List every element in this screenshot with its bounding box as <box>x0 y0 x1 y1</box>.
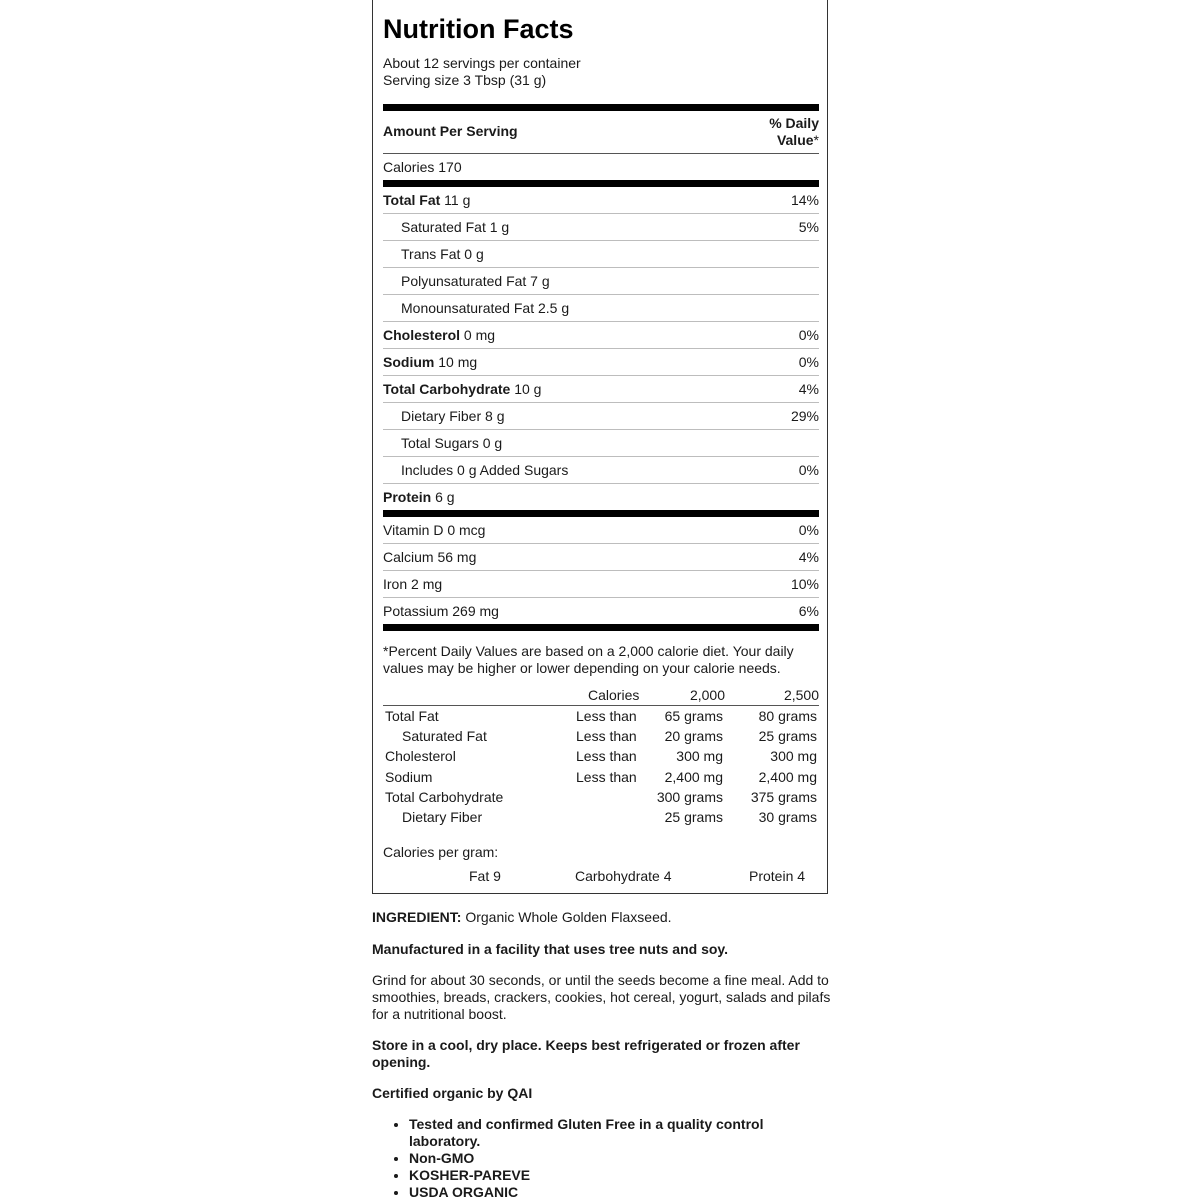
dv-row-qualifier: Less than <box>576 748 637 764</box>
dv-row-value-2000: 300 mg <box>676 748 723 764</box>
dv-row-qualifier: Less than <box>576 769 637 785</box>
ingredient-label: INGREDIENT: <box>372 909 462 925</box>
nutrient-row <box>383 403 819 429</box>
dv-row-value-2500: 300 mg <box>770 748 817 764</box>
vitamin-row <box>383 598 819 624</box>
dv-row-name: Total Carbohydrate <box>385 789 504 805</box>
nutrient-percent: 5% <box>798 219 819 235</box>
vitamin-row <box>383 517 819 543</box>
nutrient-row <box>383 187 819 213</box>
nutrient-name: Protein 6 g <box>383 489 455 505</box>
dv-row-name: Sodium <box>385 769 433 785</box>
amount-per-serving-heading: Amount Per Serving <box>383 123 518 139</box>
calories-row <box>383 154 819 180</box>
vitamin-row <box>383 571 819 597</box>
nutrient-row <box>383 322 819 348</box>
storage-instructions: Store in a cool, dry place. Keeps best refrigerated or frozen after opening. <box>372 1037 800 1070</box>
daily-value-asterisk: * <box>813 132 819 148</box>
thick-divider <box>383 510 819 517</box>
vitamin-name: Iron 2 mg <box>383 576 443 592</box>
product-claims-list <box>372 1116 832 1201</box>
dv-row-value-2500: 80 grams <box>758 708 817 724</box>
nutrient-name: Dietary Fiber 8 g <box>401 408 505 424</box>
dv-row-name: Saturated Fat <box>402 728 487 744</box>
dv-row-value-2000: 65 grams <box>664 708 723 724</box>
nutrient-percent: 0% <box>798 462 819 478</box>
calories-per-gram-carbohydrate: Carbohydrate 4 <box>575 868 672 884</box>
nutrient-row <box>383 484 819 510</box>
nutrient-name: Includes 0 g Added Sugars <box>401 462 569 478</box>
daily-value-line2: Value <box>776 132 814 148</box>
nutrient-percent: 0% <box>798 327 819 343</box>
nutrition-facts-title: Nutrition Facts <box>383 14 574 44</box>
nutrient-percent: 0% <box>798 354 819 370</box>
calories-per-gram-protein: Protein 4 <box>749 868 806 884</box>
thick-divider <box>383 624 819 631</box>
dv-row-value-2000: 20 grams <box>664 728 723 744</box>
nutrient-row <box>383 268 819 294</box>
dv-row-value-2000: 300 grams <box>656 789 723 805</box>
daily-value-heading <box>769 115 819 149</box>
nutrient-name: Trans Fat 0 g <box>401 246 484 262</box>
vitamin-name: Vitamin D 0 mcg <box>383 522 486 538</box>
vitamin-percent: 0% <box>798 522 819 538</box>
nutrition-facts-panel <box>372 0 828 894</box>
nutrient-name: Saturated Fat 1 g <box>401 219 510 235</box>
vitamin-percent: 10% <box>790 576 819 592</box>
vitamin-percent: 4% <box>798 549 819 565</box>
vitamin-name: Potassium 269 mg <box>383 603 499 619</box>
thick-divider <box>383 104 819 111</box>
list-item: • USDA ORGANIC <box>409 1184 832 1201</box>
calories-per-gram-fat: Fat 9 <box>469 868 501 884</box>
daily-value-line1: % Daily <box>769 115 819 131</box>
ingredient-statement <box>372 909 832 926</box>
dv-row-name: Dietary Fiber <box>402 809 483 825</box>
list-item: • Tested and confirmed Gluten Free in a quality control laboratory. <box>409 1116 832 1150</box>
dv-header-2500: 2,500 <box>783 687 819 703</box>
dv-row-value-2500: 30 grams <box>758 809 817 825</box>
vitamin-row <box>383 544 819 570</box>
certification-statement: Certified organic by QAI <box>372 1085 533 1101</box>
thick-divider <box>383 180 819 187</box>
nutrient-name: Polyunsaturated Fat 7 g <box>401 273 550 289</box>
nutrient-name: Monounsaturated Fat 2.5 g <box>401 300 570 316</box>
nutrient-percent: 4% <box>798 381 819 397</box>
vitamin-name: Calcium 56 mg <box>383 549 477 565</box>
nutrient-name: Total Carbohydrate 10 g <box>383 381 542 397</box>
nutrient-row <box>383 295 819 321</box>
list-item: • Non-GMO <box>409 1150 832 1167</box>
divider <box>383 705 819 706</box>
calories-per-gram-label: Calories per gram: <box>383 844 499 860</box>
nutrient-row <box>383 214 819 240</box>
nutrient-name: Total Sugars 0 g <box>401 435 503 451</box>
nutrient-percent: 29% <box>790 408 819 424</box>
usage-instructions: Grind for about 30 seconds, or until the seeds become a fine meal. Add to smoothies, breads, crackers, cookies, hot cereal, yogurt, salads and pilafs for a nutritional boost. <box>372 972 831 1022</box>
serving-size: Serving size 3 Tbsp (31 g) <box>383 72 547 88</box>
nutrient-row <box>383 241 819 267</box>
calories-value: Calories 170 <box>383 159 462 175</box>
vitamin-percent: 6% <box>798 603 819 619</box>
dv-header-2000: 2,000 <box>689 687 725 703</box>
nutrient-row <box>383 349 819 375</box>
ingredient-text: Organic Whole Golden Flaxseed. <box>461 909 672 925</box>
dv-row-value-2500: 25 grams <box>758 728 817 744</box>
dv-row-value-2000: 2,400 mg <box>664 769 723 785</box>
dv-row-value-2000: 25 grams <box>664 809 723 825</box>
nutrient-row <box>383 457 819 483</box>
servings-per-container: About 12 servings per container <box>383 55 581 71</box>
dv-row-name: Total Fat <box>385 708 439 724</box>
daily-value-footnote: *Percent Daily Values are based on a 2,000 calorie diet. Your daily values may be higher or lower depending on your calorie needs. <box>383 643 794 676</box>
dv-row-value-2500: 2,400 mg <box>758 769 817 785</box>
dv-row-qualifier: Less than <box>576 708 637 724</box>
dv-row-name: Cholesterol <box>385 748 456 764</box>
nutrient-row <box>383 376 819 402</box>
list-item: • KOSHER-PAREVE <box>409 1167 832 1184</box>
nutrient-percent: 14% <box>790 192 819 208</box>
nutrient-name: Cholesterol 0 mg <box>383 327 496 343</box>
dv-row-qualifier: Less than <box>576 728 637 744</box>
allergen-statement: Manufactured in a facility that uses tree nuts and soy. <box>372 941 729 957</box>
nutrient-name: Total Fat 11 g <box>383 192 471 208</box>
dv-header-calories: Calories <box>588 687 640 703</box>
nutrient-name: Sodium 10 mg <box>383 354 478 370</box>
dv-row-value-2500: 375 grams <box>750 789 817 805</box>
nutrient-row <box>383 430 819 456</box>
